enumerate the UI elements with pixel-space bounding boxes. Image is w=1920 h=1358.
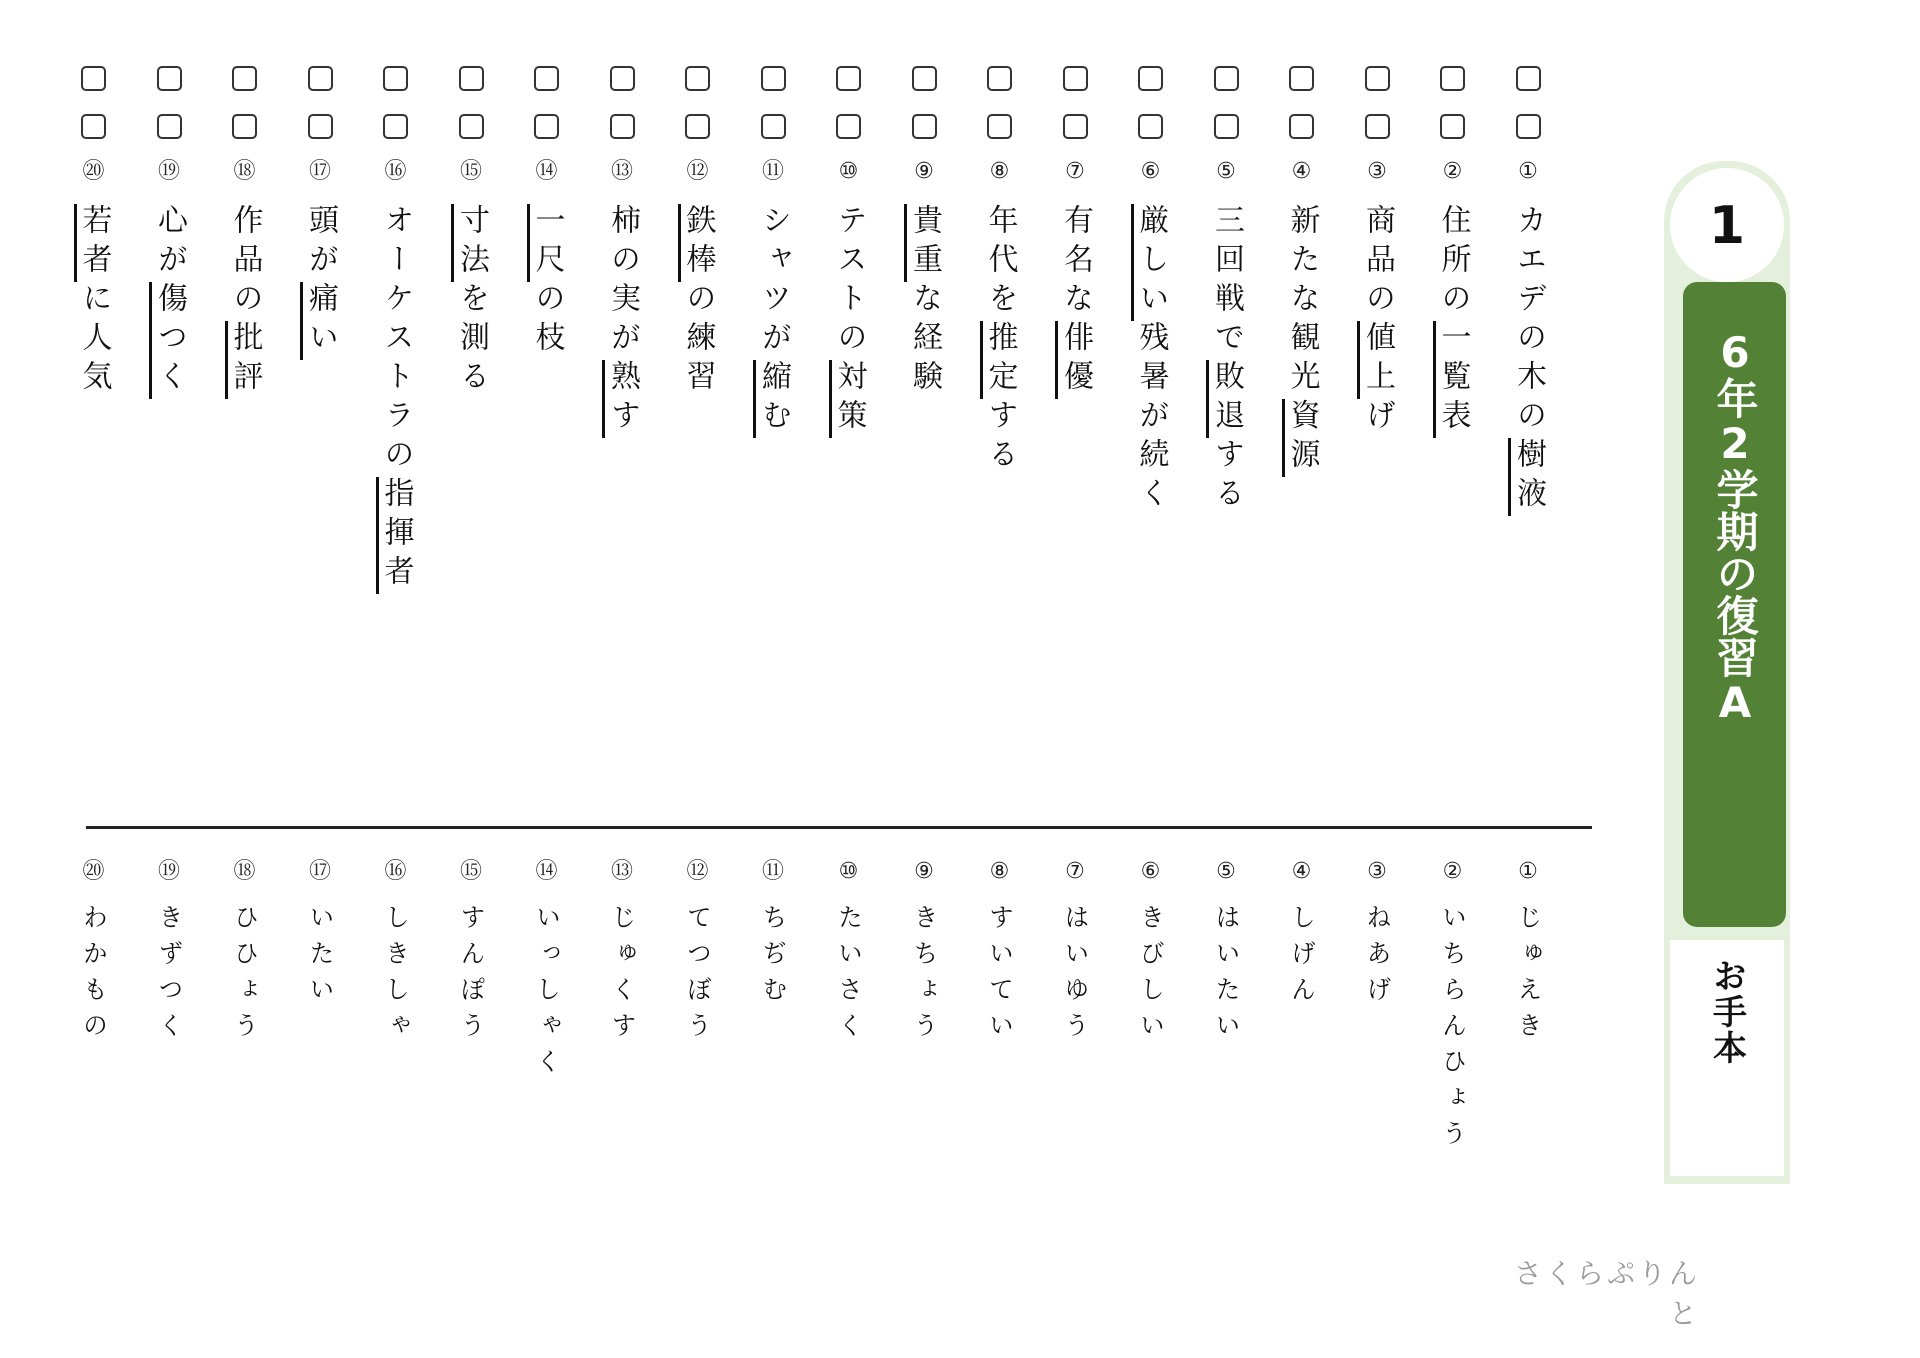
question-text bbox=[602, 204, 642, 438]
question-text-pre: 住所の bbox=[1435, 204, 1471, 321]
checkbox[interactable] bbox=[308, 66, 333, 91]
answer-column bbox=[1500, 859, 1556, 1282]
question-text-post: する bbox=[982, 399, 1018, 477]
checkbox[interactable] bbox=[383, 114, 408, 139]
answer-number: ⑤ bbox=[1216, 859, 1236, 884]
reading-text: すんぽう bbox=[457, 904, 486, 1048]
checkbox[interactable] bbox=[761, 66, 786, 91]
question-text bbox=[1055, 204, 1095, 399]
answer-column bbox=[821, 859, 877, 1282]
reading-text: いっしゃく bbox=[532, 904, 562, 1084]
target-word: 縮む bbox=[753, 360, 791, 438]
question-number: ⑲ bbox=[157, 159, 180, 184]
reading-text: きずつく bbox=[155, 904, 184, 1048]
question-text bbox=[980, 204, 1020, 477]
question-text-pre: オーケストラの bbox=[378, 204, 414, 477]
reading-text: きちょう bbox=[910, 904, 939, 1048]
question-column bbox=[519, 66, 575, 856]
target-word: 批評 bbox=[225, 321, 263, 399]
checkbox[interactable] bbox=[836, 66, 861, 91]
question-number: ⑰ bbox=[308, 159, 331, 184]
answer-number: ② bbox=[1442, 859, 1463, 884]
answer-number: ⑧ bbox=[989, 859, 1010, 884]
question-text-post: に人気 bbox=[76, 282, 112, 399]
checkbox[interactable] bbox=[1214, 66, 1239, 91]
answer-column bbox=[66, 859, 122, 1282]
question-column bbox=[594, 66, 650, 856]
checkbox[interactable] bbox=[1516, 66, 1541, 91]
question-text bbox=[300, 204, 340, 360]
question-column bbox=[1349, 66, 1405, 856]
brand-label: さくらぷりんと bbox=[1513, 1257, 1700, 1330]
reading-text: じゅえき bbox=[1514, 904, 1543, 1048]
question-number: ⑭ bbox=[535, 159, 558, 184]
question-column bbox=[1425, 66, 1481, 856]
checkbox[interactable] bbox=[761, 114, 786, 139]
answer-number: ⑱ bbox=[233, 859, 256, 884]
target-word: 熟す bbox=[602, 360, 640, 438]
target-word: 傷つく bbox=[149, 282, 187, 399]
checkbox[interactable] bbox=[685, 114, 710, 139]
question-number: ⑥ bbox=[1140, 159, 1161, 184]
target-word: 一尺 bbox=[527, 204, 565, 282]
question-column bbox=[745, 66, 801, 856]
question-text bbox=[527, 204, 567, 360]
question-text-post: の枝 bbox=[529, 282, 565, 360]
question-number: ⑧ bbox=[989, 159, 1010, 184]
reading-text: すいてい bbox=[985, 904, 1015, 1048]
checkbox[interactable] bbox=[610, 66, 635, 91]
checkbox[interactable] bbox=[610, 114, 635, 139]
worksheet-title: 6年2学期の復習A bbox=[1710, 328, 1760, 727]
checkbox[interactable] bbox=[1138, 66, 1163, 91]
checkbox[interactable] bbox=[836, 114, 861, 139]
question-text-pre: 商品の bbox=[1360, 204, 1395, 321]
checkbox[interactable] bbox=[157, 66, 182, 91]
question-column bbox=[292, 66, 348, 856]
reading-text: はいたい bbox=[1212, 904, 1241, 1048]
target-word: 対策 bbox=[829, 360, 867, 438]
question-number: ⑳ bbox=[82, 159, 105, 184]
question-text bbox=[1357, 204, 1397, 438]
answer-number: ⑫ bbox=[686, 859, 709, 884]
question-number: ⑪ bbox=[761, 159, 784, 184]
checkbox[interactable] bbox=[308, 114, 333, 139]
question-column bbox=[217, 66, 273, 856]
reading-text: しきしゃ bbox=[381, 904, 411, 1048]
checkbox[interactable] bbox=[81, 66, 106, 91]
question-number: ⑦ bbox=[1065, 159, 1085, 184]
checkbox[interactable] bbox=[1516, 114, 1541, 139]
question-number: ⑯ bbox=[384, 159, 407, 184]
checkbox[interactable] bbox=[81, 114, 106, 139]
checkbox[interactable] bbox=[1440, 114, 1465, 139]
reading-text: きびしい bbox=[1136, 904, 1166, 1048]
answer-number: ③ bbox=[1367, 859, 1387, 884]
question-text-post: な経験 bbox=[907, 282, 942, 399]
question-text bbox=[904, 204, 944, 399]
question-text bbox=[1206, 204, 1246, 516]
answer-column bbox=[670, 859, 726, 1282]
answer-column bbox=[1349, 859, 1405, 1282]
reading-text: ちぢむ bbox=[759, 904, 788, 1012]
checkbox[interactable] bbox=[1214, 114, 1239, 139]
answer-column bbox=[368, 859, 424, 1282]
target-word: 鉄棒 bbox=[678, 204, 716, 282]
checkbox[interactable] bbox=[534, 114, 559, 139]
answer-column bbox=[443, 859, 499, 1282]
checkbox[interactable] bbox=[912, 114, 937, 139]
question-text-pre: 三回戦で bbox=[1209, 204, 1244, 360]
question-text bbox=[829, 204, 869, 438]
question-text-pre: テストの bbox=[831, 204, 867, 360]
target-word: 値上 bbox=[1357, 321, 1395, 399]
answer-number: ④ bbox=[1291, 859, 1312, 884]
reading-text: たいさく bbox=[834, 904, 864, 1048]
answer-column bbox=[519, 859, 575, 1282]
target-word: 敗退 bbox=[1206, 360, 1244, 438]
answer-number: ⑲ bbox=[157, 859, 180, 884]
question-number: ⑮ bbox=[459, 159, 482, 184]
question-text bbox=[225, 204, 265, 399]
question-text-pre: 作品の bbox=[227, 204, 263, 321]
target-word: 一覧表 bbox=[1433, 321, 1471, 438]
question-column bbox=[1500, 66, 1556, 856]
checkbox[interactable] bbox=[685, 66, 710, 91]
answer-number: ⑯ bbox=[384, 859, 407, 884]
question-number: ⑱ bbox=[233, 159, 256, 184]
target-word: 資源 bbox=[1282, 399, 1320, 477]
checkbox[interactable] bbox=[987, 114, 1012, 139]
checkbox[interactable] bbox=[534, 66, 559, 91]
question-column bbox=[972, 66, 1028, 856]
question-number: ③ bbox=[1367, 159, 1387, 184]
question-text bbox=[376, 204, 416, 594]
question-text bbox=[1282, 204, 1322, 477]
question-text-post: 残暑が続く bbox=[1133, 321, 1169, 516]
answer-column bbox=[1123, 859, 1179, 1282]
question-text-pre: 新たな観光 bbox=[1284, 204, 1320, 399]
answer-column bbox=[1274, 859, 1330, 1282]
reading-text: じゅくす bbox=[608, 904, 637, 1048]
title-banner bbox=[1683, 282, 1786, 927]
question-column bbox=[670, 66, 726, 856]
question-column bbox=[141, 66, 197, 856]
target-word: 指揮者 bbox=[376, 477, 414, 594]
target-word: 貴重 bbox=[904, 204, 942, 282]
checkbox[interactable] bbox=[232, 114, 257, 139]
question-column bbox=[1123, 66, 1179, 856]
question-column bbox=[66, 66, 122, 856]
reading-text: いたい bbox=[306, 904, 335, 1012]
question-text-post: げ bbox=[1360, 399, 1395, 438]
question-text bbox=[149, 204, 189, 399]
question-number: ② bbox=[1442, 159, 1463, 184]
checkbox[interactable] bbox=[1289, 114, 1314, 139]
answer-number: ⑪ bbox=[761, 859, 784, 884]
reading-text: いちらんひょう bbox=[1438, 904, 1468, 1156]
reading-text: てつぼう bbox=[683, 904, 713, 1048]
checkbox[interactable] bbox=[459, 114, 484, 139]
question-text-pre: 心が bbox=[152, 204, 187, 282]
question-text bbox=[1508, 204, 1548, 516]
answer-number: ① bbox=[1518, 859, 1538, 884]
question-number: ⑫ bbox=[686, 159, 709, 184]
target-word: 厳しい bbox=[1131, 204, 1169, 321]
answer-column bbox=[292, 859, 348, 1282]
answer-column bbox=[141, 859, 197, 1282]
target-word: 痛い bbox=[300, 282, 338, 360]
model-label: お手本 bbox=[1706, 958, 1747, 1066]
checkbox[interactable] bbox=[1063, 66, 1088, 91]
section-divider bbox=[86, 826, 1592, 829]
reading-text: はいゆう bbox=[1061, 904, 1090, 1048]
question-text-post: を測る bbox=[454, 282, 489, 399]
question-text-pre: シャツが bbox=[756, 204, 791, 360]
question-text bbox=[451, 204, 491, 399]
question-column bbox=[443, 66, 499, 856]
target-word: 若者 bbox=[74, 204, 112, 282]
answer-column bbox=[217, 859, 273, 1282]
question-number: ⑤ bbox=[1216, 159, 1236, 184]
answer-number: ⑥ bbox=[1140, 859, 1161, 884]
target-word: 樹液 bbox=[1508, 438, 1546, 516]
reading-text: わかもの bbox=[79, 904, 109, 1048]
answer-number: ⑭ bbox=[535, 859, 558, 884]
question-column bbox=[1274, 66, 1330, 856]
answer-number: ⑩ bbox=[838, 859, 859, 884]
question-text bbox=[1433, 204, 1473, 438]
checkbox[interactable] bbox=[232, 66, 257, 91]
answer-column bbox=[1198, 859, 1254, 1282]
question-column bbox=[821, 66, 877, 856]
question-column bbox=[896, 66, 952, 856]
sheet-number: 1 bbox=[1708, 196, 1746, 256]
target-word: 寸法 bbox=[451, 204, 489, 282]
question-number: ④ bbox=[1291, 159, 1312, 184]
answer-column bbox=[1047, 859, 1103, 1282]
question-text-post: の練習 bbox=[680, 282, 716, 399]
reading-text: ねあげ bbox=[1363, 904, 1392, 1012]
answer-number: ⑮ bbox=[459, 859, 482, 884]
answer-number: ⑰ bbox=[308, 859, 331, 884]
target-word: 俳優 bbox=[1055, 321, 1093, 399]
answer-column bbox=[1425, 859, 1481, 1282]
question-number: ① bbox=[1518, 159, 1538, 184]
checkbox[interactable] bbox=[1063, 114, 1088, 139]
answer-column bbox=[972, 859, 1028, 1282]
checkbox[interactable] bbox=[987, 66, 1012, 91]
model-label-box bbox=[1670, 940, 1784, 1176]
question-text-pre: 頭が bbox=[303, 204, 338, 282]
question-column bbox=[368, 66, 424, 856]
question-text-pre: カエデの木の bbox=[1511, 204, 1546, 438]
question-column bbox=[1198, 66, 1254, 856]
checkbox[interactable] bbox=[1138, 114, 1163, 139]
answer-number: ⑨ bbox=[914, 859, 934, 884]
question-text bbox=[1131, 204, 1171, 516]
target-word: 推定 bbox=[980, 321, 1018, 399]
question-column bbox=[1047, 66, 1103, 856]
question-text-pre: 柿の実が bbox=[605, 204, 640, 360]
checkbox[interactable] bbox=[459, 66, 484, 91]
question-number: ⑩ bbox=[838, 159, 859, 184]
checkbox[interactable] bbox=[1289, 66, 1314, 91]
question-number: ⑨ bbox=[914, 159, 934, 184]
reading-text: しげん bbox=[1287, 904, 1317, 1012]
answer-number: ⑬ bbox=[610, 859, 633, 884]
answer-column bbox=[745, 859, 801, 1282]
question-text bbox=[753, 204, 793, 438]
answer-column bbox=[896, 859, 952, 1282]
checkbox[interactable] bbox=[1440, 66, 1465, 91]
answer-number: ⑳ bbox=[82, 859, 105, 884]
checkbox[interactable] bbox=[383, 66, 408, 91]
checkbox[interactable] bbox=[1365, 114, 1390, 139]
checkbox[interactable] bbox=[912, 66, 937, 91]
reading-text: ひひょう bbox=[230, 904, 260, 1048]
question-text bbox=[74, 204, 114, 399]
answer-column bbox=[594, 859, 650, 1282]
question-text-pre: 年代を bbox=[982, 204, 1018, 321]
question-text-pre: 有名な bbox=[1058, 204, 1093, 321]
checkbox[interactable] bbox=[157, 114, 182, 139]
question-text-post: する bbox=[1209, 438, 1244, 516]
question-text bbox=[678, 204, 718, 399]
answer-number: ⑦ bbox=[1065, 859, 1085, 884]
checkbox[interactable] bbox=[1365, 66, 1390, 91]
question-number: ⑬ bbox=[610, 159, 633, 184]
